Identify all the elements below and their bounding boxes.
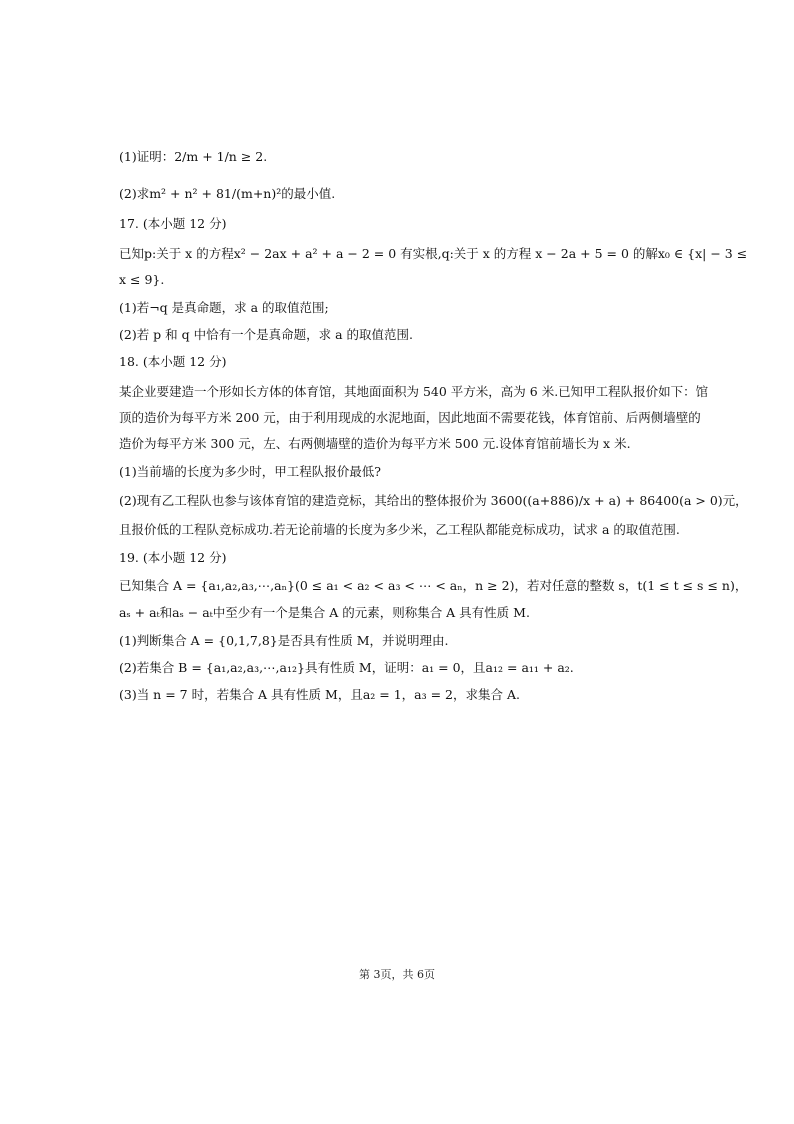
problem18-part1: (1)当前墙的长度为多少时，甲工程队报价最低?: [119, 464, 381, 479]
problem19-stem-line2: aₛ + aₜ和aₛ − aₜ中至少有一个是集合 A 的元素，则称集合 A 具有性质 M.: [119, 605, 530, 620]
problem18-stem-line1: 某企业要建造一个形如长方体的体育馆，其地面面积为 540 平方米，高为 6 米.已知甲工程队报价如下：馆: [119, 384, 709, 399]
problem18-stem-line3: 造价为每平方米 300 元，左、右两侧墙壁的造价为每平方米 500 元.设体育馆前墙长为 x 米.: [119, 436, 631, 451]
problem18-heading: 18. (本小题 12 分): [119, 354, 227, 369]
problem18-part2-line1: (2)现有乙工程队也参与该体育馆的建造竞标，其给出的整体报价为 3600((a+886)/x + a) + 86400(a > 0)元，: [119, 493, 748, 508]
problem16-part1: (1)证明：2/m + 1/n ≥ 2.: [119, 149, 268, 164]
page-footer: 第 3页，共 6页: [359, 968, 435, 981]
problem19-part3: (3)当 n = 7 时，若集合 A 具有性质 M，且a₂ = 1，a₃ = 2，求集合 A.: [119, 687, 520, 702]
problem17-stem-line1: 已知p:关于 x 的方程x² − 2ax + a² + a − 2 = 0 有实根,q:关于 x 的方程 x − 2a + 5 = 0 的解x₀ ∈ {x| − 3 ≤: [119, 246, 748, 261]
problem18-part2-line2: 且报价低的工程队竞标成功.若无论前墙的长度为多少米，乙工程队都能竞标成功，试求 a 的取值范围.: [119, 522, 680, 537]
problem18-stem-line2: 顶的造价为每平方米 200 元，由于利用现成的水泥地面，因此地面不需要花钱，体育馆前、后两侧墙壁的: [119, 410, 701, 425]
problem17-stem-line2: x ≤ 9}.: [119, 272, 165, 287]
problem19-stem-line1: 已知集合 A = {a₁,a₂,a₃,⋯,aₙ}(0 ≤ a₁ < a₂ < a₃ < ⋯ < aₙ，n ≥ 2)，若对任意的整数 s，t(1 ≤ t ≤ s ≤ n)，: [119, 578, 748, 593]
problem17-part2: (2)若 p 和 q 中恰有一个是真命题，求 a 的取值范围.: [119, 327, 413, 342]
problem19-part1: (1)判断集合 A = {0,1,7,8}是否具有性质 M，并说明理由.: [119, 633, 449, 648]
problem17-heading: 17. (本小题 12 分): [119, 216, 227, 231]
problem19-part2: (2)若集合 B = {a₁,a₂,a₃,⋯,a₁₂}具有性质 M，证明：a₁ = 0，且a₁₂ = a₁₁ + a₂.: [119, 660, 574, 675]
problem19-heading: 19. (本小题 12 分): [119, 550, 227, 565]
problem17-part1: (1)若¬q 是真命题，求 a 的取值范围;: [119, 300, 329, 315]
problem16-part2: (2)求m² + n² + 81/(m+n)²的最小值.: [119, 186, 336, 201]
